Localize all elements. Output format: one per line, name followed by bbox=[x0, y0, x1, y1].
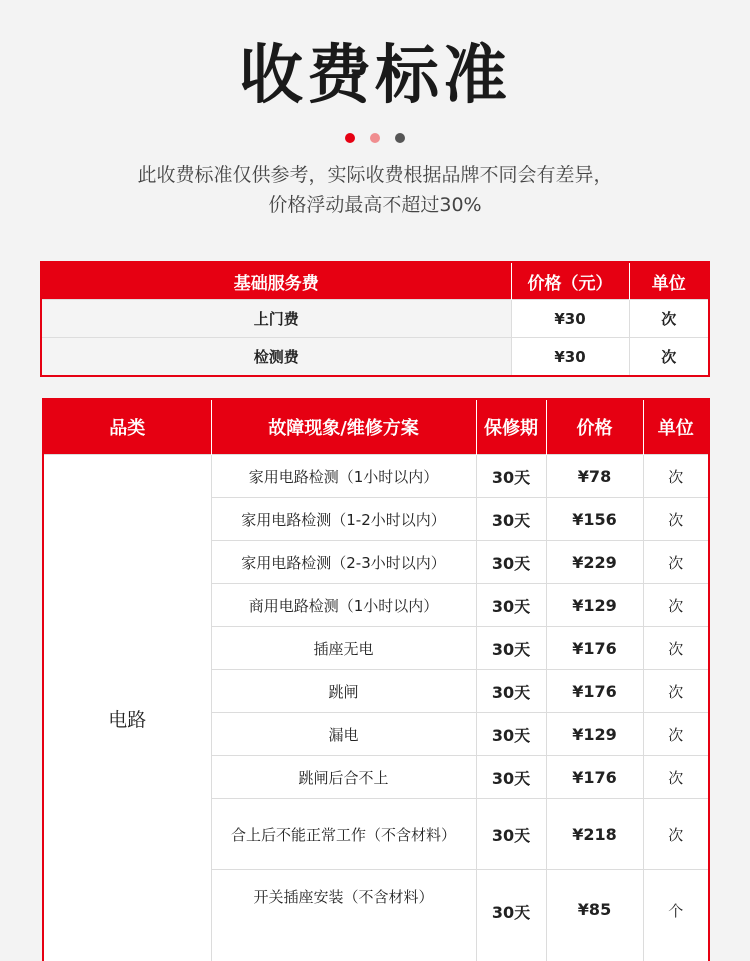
item-cell: 插座无电 bbox=[211, 627, 476, 670]
price-cell: ¥229 bbox=[546, 541, 643, 584]
col-unit: 单位 bbox=[629, 262, 709, 300]
col-warranty: 保修期 bbox=[476, 399, 546, 455]
unit-cell: 次 bbox=[643, 799, 709, 870]
warranty-cell: 30天 bbox=[476, 498, 546, 541]
disclaimer-line-1: 此收费标准仅供参考，实际收费根据品牌不同会有差异， bbox=[0, 160, 750, 190]
unit-cell: 次 bbox=[643, 584, 709, 627]
item-cell: 合上后不能正常工作（不含材料） bbox=[211, 799, 476, 870]
unit-cell: 次 bbox=[643, 498, 709, 541]
item-cell: 家用电路检测（2-3小时以内） bbox=[211, 541, 476, 584]
price-cell: ¥129 bbox=[546, 713, 643, 756]
price-cell: ¥176 bbox=[546, 627, 643, 670]
col-basic-service: 基础服务费 bbox=[41, 262, 511, 300]
warranty-cell: 30天 bbox=[476, 455, 546, 498]
unit-cell: 次 bbox=[643, 756, 709, 799]
item-cell: 家用电路检测（1-2小时以内） bbox=[211, 498, 476, 541]
col-category: 品类 bbox=[43, 399, 211, 455]
unit-cell: 次 bbox=[643, 541, 709, 584]
price-cell: ¥129 bbox=[546, 584, 643, 627]
fee-name: 上门费 bbox=[41, 300, 511, 338]
category-cell: 电路 bbox=[43, 455, 211, 961]
table-row bbox=[43, 455, 709, 498]
warranty-cell: 30天 bbox=[476, 870, 546, 961]
col-price: 价格 bbox=[546, 399, 643, 455]
fee-unit: 次 bbox=[629, 338, 709, 377]
item-cell: 跳闸后合不上 bbox=[211, 756, 476, 799]
warranty-cell: 30天 bbox=[476, 584, 546, 627]
decorative-dots bbox=[0, 128, 750, 147]
fee-price: ¥30 bbox=[511, 300, 629, 338]
unit-cell: 次 bbox=[643, 455, 709, 498]
col-unit: 单位 bbox=[643, 399, 709, 455]
page-title: 收费标准 bbox=[0, 36, 750, 116]
item-cell: 漏电 bbox=[211, 713, 476, 756]
price-cell: ¥176 bbox=[546, 756, 643, 799]
unit-cell: 次 bbox=[643, 713, 709, 756]
price-cell: ¥218 bbox=[546, 799, 643, 870]
col-price-yuan: 价格（元） bbox=[511, 262, 629, 300]
item-cell: 跳闸 bbox=[211, 670, 476, 713]
table-row bbox=[41, 338, 709, 377]
basic-fee-table bbox=[40, 261, 710, 377]
item-cell: 商用电路检测（1小时以内） bbox=[211, 584, 476, 627]
fee-price: ¥30 bbox=[511, 338, 629, 377]
unit-cell: 次 bbox=[643, 627, 709, 670]
unit-cell: 个 bbox=[643, 870, 709, 961]
dot-pink bbox=[370, 133, 380, 143]
warranty-cell: 30天 bbox=[476, 756, 546, 799]
warranty-cell: 30天 bbox=[476, 713, 546, 756]
item-cell: 家用电路检测（1小时以内） bbox=[211, 455, 476, 498]
basic-fee-header bbox=[41, 262, 709, 300]
repair-fee-header bbox=[43, 399, 709, 455]
warranty-cell: 30天 bbox=[476, 670, 546, 713]
warranty-cell: 30天 bbox=[476, 627, 546, 670]
fee-name: 检测费 bbox=[41, 338, 511, 377]
fee-unit: 次 bbox=[629, 300, 709, 338]
price-cell: ¥176 bbox=[546, 670, 643, 713]
table-row bbox=[41, 300, 709, 338]
unit-cell: 次 bbox=[643, 670, 709, 713]
disclaimer-line-2: 价格浮动最高不超过30% bbox=[0, 190, 750, 220]
col-fault-solution: 故障现象/维修方案 bbox=[211, 399, 476, 455]
price-cell: ¥85 bbox=[546, 870, 643, 961]
dot-gray bbox=[395, 133, 405, 143]
repair-fee-table bbox=[42, 398, 710, 961]
price-cell: ¥156 bbox=[546, 498, 643, 541]
price-cell: ¥78 bbox=[546, 455, 643, 498]
dot-red bbox=[345, 133, 355, 143]
item-cell: 开关插座安装（不含材料） bbox=[211, 870, 476, 961]
warranty-cell: 30天 bbox=[476, 541, 546, 584]
disclaimer bbox=[0, 160, 750, 220]
warranty-cell: 30天 bbox=[476, 799, 546, 870]
